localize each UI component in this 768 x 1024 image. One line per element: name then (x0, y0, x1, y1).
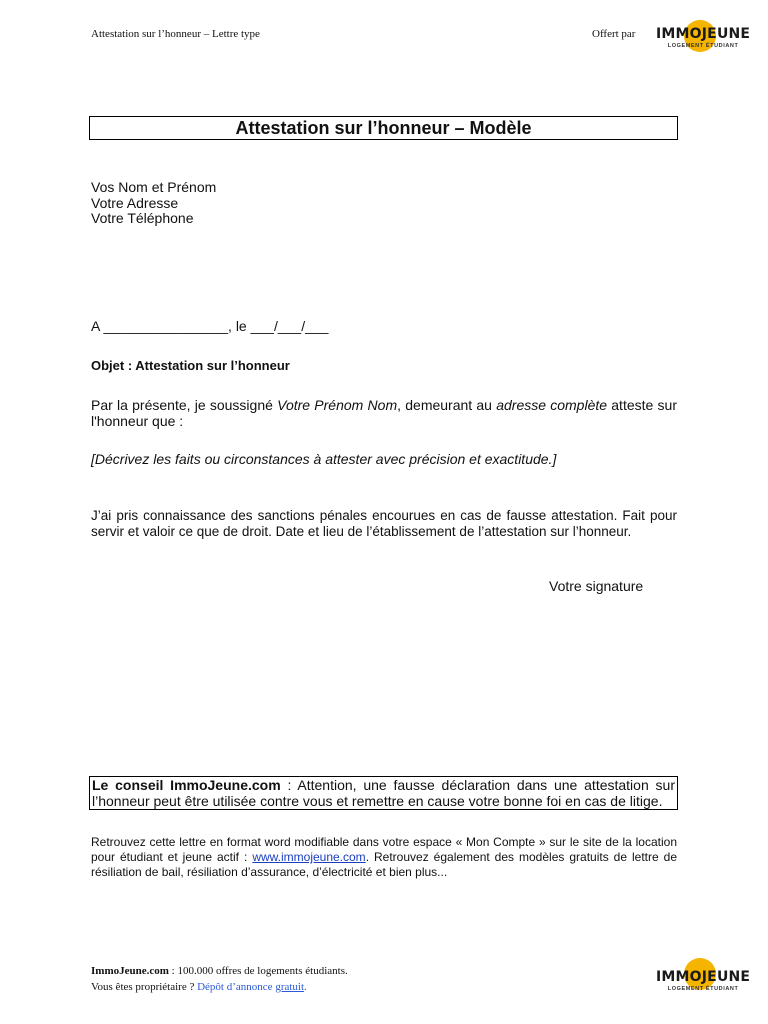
objet-line: Objet : Attestation sur l’honneur (91, 358, 290, 373)
logo-word: IMMOJEUNE (656, 26, 751, 42)
declaration-paragraph (91, 398, 677, 429)
footer-site: ImmoJeune.com (91, 965, 169, 977)
sender-block (91, 180, 216, 227)
para1-text-e: atteste sur l'honneur que : (91, 397, 677, 429)
footer-dot: . (304, 981, 307, 993)
para1-name-placeholder: Votre Prénom Nom (277, 397, 398, 413)
header-title: Attestation sur l’honneur – Lettre type (91, 28, 260, 40)
gratuit-link[interactable]: gratuit (275, 981, 305, 993)
para1-address-placeholder: adresse complète (496, 397, 608, 413)
immojeune-link[interactable]: www.immojeune.com (252, 850, 366, 864)
sender-address: Votre Adresse (91, 194, 179, 211)
document-title-box (89, 116, 678, 140)
logo-word: IMMOJEUNE (656, 969, 751, 985)
immojeune-logo-footer[interactable] (656, 969, 750, 992)
para1-text-a: Par la présente, je soussigné (91, 397, 278, 413)
logo-tagline: LOGEMENT ÉTUDIANT (667, 986, 739, 992)
conseil-label: Le conseil ImmoJeune.com (92, 777, 281, 793)
footer (91, 963, 348, 995)
retrouvez-paragraph (91, 835, 677, 880)
facts-placeholder: [Décrivez les faits ou circonstances à attester avec précision et exactitude.] (91, 451, 557, 467)
footer-line1 (91, 963, 348, 979)
footer-line1-rest: : 100.000 offres de logements étudiants. (168, 965, 348, 977)
logo-tagline: LOGEMENT ÉTUDIANT (667, 43, 739, 49)
sanctions-paragraph: J’ai pris connaissance des sanctions pénales encourues en cas de fausse attestation. Fait pour servir et valoir ce que de droit. Date et lieu de l’établissement de l’attestation sur l’honneur. (91, 508, 677, 539)
place-date-line: A ________________, le ___/___/___ (91, 318, 329, 334)
footer-line2-prefix: Vous êtes propriétaire ? (91, 981, 198, 993)
sender-name: Vos Nom et Prénom (91, 179, 217, 195)
para1-text-c: , demeurant au (397, 397, 497, 413)
conseil-text: : Attention, une fausse déclaration dans une attestation sur l’honneur peut être utilisée contre vous et remettre en cause votre bonne foi en cas de litige. (92, 777, 675, 809)
document-title: Attestation sur l’honneur – Modèle (235, 117, 532, 138)
retrouvez-after: . Retrouvez également des modèles gratuits de lettre de résiliation de bail, résiliation d’assurance, d’électricité et bien plus... (91, 850, 678, 879)
sender-phone: Votre Téléphone (91, 210, 194, 226)
retrouvez-before: Retrouvez cette lettre en format word modifiable dans votre espace « Mon Compte » sur le site de la location pour étudiant et jeune actif : (91, 835, 677, 864)
conseil-box (89, 776, 678, 810)
header-offert-label: Offert par (592, 28, 636, 40)
depot-annonce-link[interactable]: Dépôt d’annonce (197, 981, 276, 993)
footer-line2 (91, 979, 348, 995)
immojeune-logo[interactable] (656, 26, 750, 49)
signature-placeholder: Votre signature (549, 578, 644, 594)
